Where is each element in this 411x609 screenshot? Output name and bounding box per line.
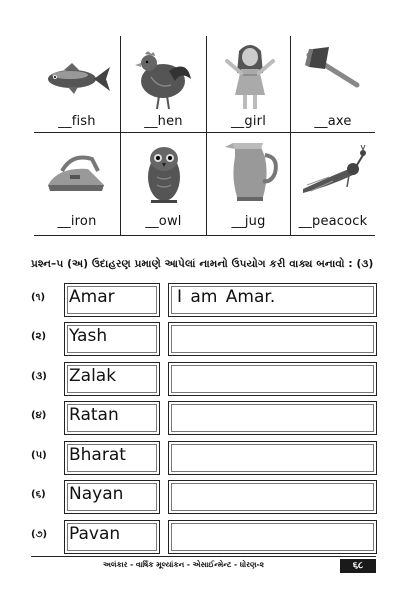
name-box xyxy=(64,283,160,317)
hen-icon xyxy=(129,41,199,113)
name-text: Nayan xyxy=(69,484,124,504)
row-number: (૭) xyxy=(31,529,48,540)
name-box xyxy=(64,401,160,435)
row-number: (૨) xyxy=(31,331,47,342)
name-box xyxy=(64,520,160,554)
picture-cell-jug xyxy=(206,132,290,235)
name-box xyxy=(64,362,160,396)
sentence-box[interactable] xyxy=(168,520,377,554)
answer-row-5 xyxy=(31,441,377,475)
answer-row-4 xyxy=(31,401,377,435)
word-axe: __axe xyxy=(314,114,352,129)
answer-row-2 xyxy=(31,322,377,356)
picture-cell-hen xyxy=(120,36,206,132)
footer-text: અલંકાર - વાર્ષિક મૂલ્યાંકન - એસાઈન્મેન્ટ - ધોરણ-૨ xyxy=(102,560,265,569)
answer-row-6 xyxy=(31,480,377,514)
row-number: (૩) xyxy=(31,371,47,382)
fish-icon xyxy=(42,41,112,113)
question-heading: પ્રશ્ન–૫ (અ) ઉદાહરણ પ્રમાણે આપેલાં નામનો ઉપયોગ કરી વાક્ય બનાવો : (૩) xyxy=(31,258,374,270)
name-text: Amar xyxy=(69,287,115,307)
row-number: (૪) xyxy=(31,410,47,421)
row-number: (૫) xyxy=(31,450,47,461)
picture-cell-owl xyxy=(120,132,206,235)
answer-row-3 xyxy=(31,362,377,396)
answer-row-1 xyxy=(31,283,377,317)
page-number: ૬૮ xyxy=(340,559,376,573)
row-number: (૧) xyxy=(31,292,46,303)
peacock-icon xyxy=(299,137,369,209)
name-text: Bharat xyxy=(69,445,126,465)
name-text: Zalak xyxy=(69,366,117,386)
name-box xyxy=(64,322,160,356)
name-text: Pavan xyxy=(69,524,121,544)
picture-cell-axe xyxy=(290,36,375,132)
sentence-box[interactable] xyxy=(168,322,377,356)
word-fish: __fish xyxy=(58,114,96,129)
sentence-box[interactable] xyxy=(168,480,377,514)
sentence-box[interactable] xyxy=(168,283,377,317)
row-number: (૬) xyxy=(31,489,46,500)
picture-cell-peacock xyxy=(290,132,375,235)
word-jug: __jug xyxy=(231,214,266,229)
word-girl: __girl xyxy=(230,114,267,129)
jug-icon xyxy=(215,137,285,209)
girl-icon xyxy=(215,41,285,113)
name-box xyxy=(64,480,160,514)
sentence-box[interactable] xyxy=(168,441,377,475)
word-hen: __hen xyxy=(144,114,183,129)
picture-cell-girl xyxy=(206,36,290,132)
picture-grid xyxy=(34,36,375,235)
word-owl: __owl xyxy=(145,214,182,229)
grid-bottom-line xyxy=(34,235,375,236)
owl-icon xyxy=(129,137,199,209)
word-peacock: __peacock xyxy=(298,214,368,229)
footer-rule xyxy=(31,556,376,557)
name-text: Yash xyxy=(69,326,108,346)
sentence-text: I am Amar. xyxy=(177,287,276,307)
name-box xyxy=(64,441,160,475)
sentence-box[interactable] xyxy=(168,401,377,435)
iron-icon xyxy=(42,137,112,209)
name-text: Ratan xyxy=(69,405,119,425)
picture-cell-fish xyxy=(34,36,120,132)
answer-row-7 xyxy=(31,520,377,554)
picture-cell-iron xyxy=(34,132,120,235)
sentence-box[interactable] xyxy=(168,362,377,396)
axe-icon xyxy=(299,41,369,113)
word-iron: __iron xyxy=(57,214,97,229)
picture-row-bottom xyxy=(34,132,375,235)
picture-row-top xyxy=(34,36,375,132)
